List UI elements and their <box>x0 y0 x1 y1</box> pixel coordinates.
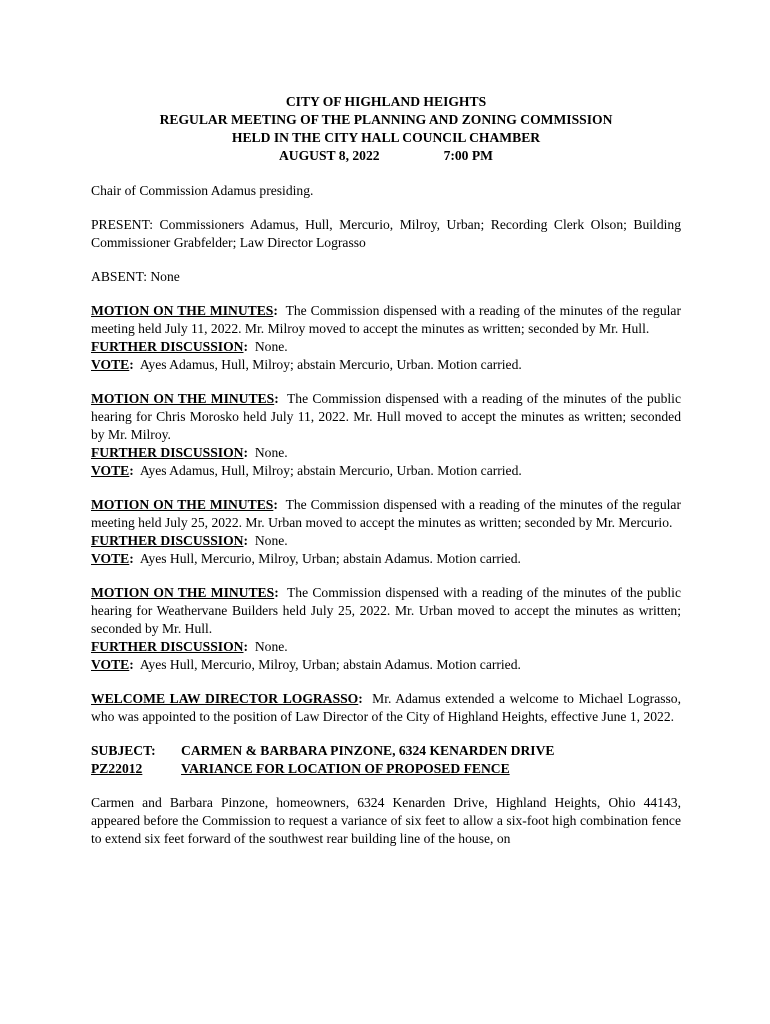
absent-line: ABSENT: None <box>91 269 180 284</box>
motion-label: MOTION ON THE MINUTES <box>91 303 274 318</box>
motion-block <box>91 496 681 568</box>
motion-block <box>91 390 681 480</box>
vote-label: VOTE <box>91 357 130 372</box>
motion-text: The Commission dispensed with a reading of the minutes of the public hearing for Weathervane Builders held July 25, 2022. Mr. Urban moved to accept the minutes as written; seconded by Mr. Hull. <box>91 585 681 636</box>
discussion-line: FURTHER DISCUSSION: None. <box>91 339 288 354</box>
motion-label: MOTION ON THE MINUTES <box>91 497 274 512</box>
vote-label: VOTE <box>91 657 130 672</box>
discussion-line: FURTHER DISCUSSION: None. <box>91 445 288 460</box>
discussion-line: FURTHER DISCUSSION: None. <box>91 533 288 548</box>
motion-text: The Commission dispensed with a reading of the minutes of the regular meeting held July 11, 2022. Mr. Milroy moved to accept the minutes as written; seconded by Mr. Hull. <box>91 303 681 336</box>
vote-line: VOTE: Ayes Hull, Mercurio, Milroy, Urban; abstain Adamus. Motion carried. <box>91 657 521 672</box>
meeting-location: HELD IN THE CITY HALL COUNCIL CHAMBER <box>231 130 541 145</box>
discussion-label: FURTHER DISCUSSION <box>91 533 244 548</box>
meeting-title: REGULAR MEETING OF THE PLANNING AND ZONING COMMISSION <box>159 112 613 127</box>
final-paragraph: Carmen and Barbara Pinzone, homeowners, 6324 Kenarden Drive, Highland Heights, Ohio 44143, appeared before the Commission to request a variance of six feet to allow a six-foot high combination fence to extend six feet forward of the southwest rear building line of the house, on <box>91 795 681 846</box>
meeting-time: 7:00 PM <box>443 148 494 163</box>
motion-block <box>91 302 681 374</box>
discussion-label: FURTHER DISCUSSION <box>91 339 244 354</box>
city-name: CITY OF HIGHLAND HEIGHTS <box>285 94 487 109</box>
discussion-text: None. <box>254 533 288 548</box>
motion-paragraph: MOTION ON THE MINUTES: The Commission dispensed with a reading of the minutes of the regular meeting held July 11, 2022. Mr. Milroy moved to accept the minutes as written; seconded by Mr. Hull. <box>91 303 681 336</box>
discussion-label: FURTHER DISCUSSION <box>91 639 244 654</box>
motion-label: MOTION ON THE MINUTES <box>91 391 275 406</box>
discussion-text: None. <box>254 639 288 654</box>
discussion-label: FURTHER DISCUSSION <box>91 445 244 460</box>
vote-label: VOTE <box>91 463 130 478</box>
welcome-paragraph: WELCOME LAW DIRECTOR LOGRASSO: Mr. Adamus extended a welcome to Michael Lograsso, who was appointed to the position of Law Director of the City of Highland Heights, effective June 1, 2022. <box>91 691 682 724</box>
motion-paragraph: MOTION ON THE MINUTES: The Commission dispensed with a reading of the minutes of the regular meeting held July 25, 2022. Mr. Urban moved to accept the minutes as written; seconded by Mr. Mercurio. <box>91 497 681 530</box>
vote-text: Ayes Hull, Mercurio, Milroy, Urban; abstain Adamus. Motion carried. <box>139 551 521 566</box>
document-header <box>91 93 681 165</box>
motion-text: The Commission dispensed with a reading of the minutes of the public hearing for Chris Morosko held July 11, 2022. Mr. Hull moved to accept the minutes as written; seconded by Mr. Milroy. <box>91 391 681 442</box>
case-row <box>91 760 681 778</box>
discussion-text: None. <box>254 445 288 460</box>
motion-text: The Commission dispensed with a reading of the minutes of the regular meeting held July 25, 2022. Mr. Urban moved to accept the minutes as written; seconded by Mr. Mercurio. <box>91 497 681 530</box>
motion-block <box>91 584 681 674</box>
motion-label: MOTION ON THE MINUTES <box>91 585 275 600</box>
minutes-page <box>91 93 681 848</box>
motion-paragraph: MOTION ON THE MINUTES: The Commission dispensed with a reading of the minutes of the public hearing for Chris Morosko held July 11, 2022. Mr. Hull moved to accept the minutes as written; seconded by Mr. Milroy. <box>91 391 681 442</box>
subject-row <box>91 742 681 760</box>
welcome-text: Mr. Adamus extended a welcome to Michael Lograsso, who was appointed to the position of Law Director of the City of Highland Heights, effective June 1, 2022. <box>91 691 682 724</box>
subject-description: VARIANCE FOR LOCATION OF PROPOSED FENCE <box>181 761 510 776</box>
subject-title: CARMEN & BARBARA PINZONE, 6324 KENARDEN DRIVE <box>181 743 555 758</box>
discussion-line: FURTHER DISCUSSION: None. <box>91 639 288 654</box>
discussion-text: None. <box>254 339 288 354</box>
present-line: PRESENT: Commissioners Adamus, Hull, Mercurio, Milroy, Urban; Recording Clerk Olson; Building Commissioner Grabfelder; Law Director Lograsso <box>91 217 681 250</box>
welcome-label: WELCOME LAW DIRECTOR LOGRASSO <box>91 691 359 706</box>
subject-block <box>91 742 681 778</box>
subject-label: SUBJECT: <box>91 743 156 758</box>
vote-line: VOTE: Ayes Adamus, Hull, Milroy; abstain Mercurio, Urban. Motion carried. <box>91 463 522 478</box>
motion-paragraph: MOTION ON THE MINUTES: The Commission dispensed with a reading of the minutes of the public hearing for Weathervane Builders held July 25, 2022. Mr. Urban moved to accept the minutes as written; seconded by Mr. Hull. <box>91 585 681 636</box>
vote-text: Ayes Adamus, Hull, Milroy; abstain Mercurio, Urban. Motion carried. <box>139 357 522 372</box>
presiding-line: Chair of Commission Adamus presiding. <box>91 183 314 198</box>
vote-line: VOTE: Ayes Adamus, Hull, Milroy; abstain Mercurio, Urban. Motion carried. <box>91 357 522 372</box>
meeting-date: AUGUST 8, 2022 <box>278 148 380 163</box>
case-number: PZ22012 <box>91 761 143 776</box>
vote-label: VOTE <box>91 551 130 566</box>
meeting-date-time <box>91 147 681 165</box>
vote-text: Ayes Hull, Mercurio, Milroy, Urban; abstain Adamus. Motion carried. <box>139 657 521 672</box>
vote-text: Ayes Adamus, Hull, Milroy; abstain Mercurio, Urban. Motion carried. <box>139 463 522 478</box>
vote-line: VOTE: Ayes Hull, Mercurio, Milroy, Urban; abstain Adamus. Motion carried. <box>91 551 521 566</box>
